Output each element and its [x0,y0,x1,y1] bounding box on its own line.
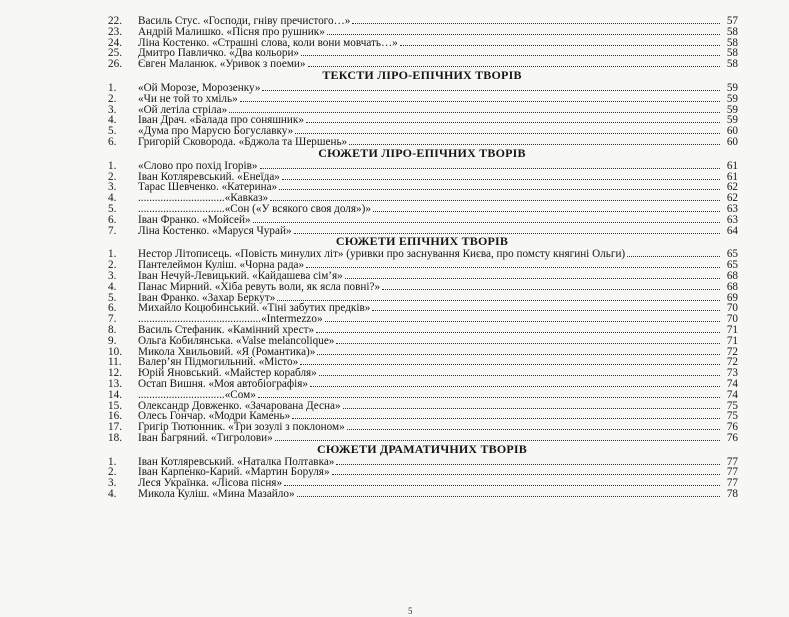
entry-title: Іван Карпенко-Карий. «Мартин Боруля» [138,466,330,479]
entry-title: Дмитро Павличко. «Два кольори» [138,47,300,60]
toc-entry [106,47,738,58]
section-heading: СЮЖЕТИ ЛІРО-ЕПІЧНИХ ТВОРІВ [318,145,526,160]
entry-page-number: 63 [726,213,738,226]
entry-number: 26. [108,58,122,71]
entry-number: 1. [108,248,117,261]
toc-entry [106,259,738,270]
toc-entry [106,389,738,400]
entry-number: 4. [108,192,117,205]
dot-leader [262,82,720,91]
entry-title: Микола Куліш. «Мина Мазайло» [138,488,295,501]
toc-entry [106,466,738,477]
section-heading: ТЕКСТИ ЛІРО-ЕПІЧНИХ ТВОРІВ [322,67,522,82]
entry-title: Іван Багряний. «Тигролови» [138,431,273,444]
dot-leader [345,270,720,279]
entry-number: 11. [108,356,122,369]
dot-leader [301,47,720,56]
entry-title: Остап Вишня. «Моя автобіографія» [138,377,308,390]
toc-entry [106,378,738,389]
dot-leader [372,302,720,311]
toc-entry [106,37,738,48]
dot-leader [382,281,720,290]
dot-leader [306,114,720,123]
dot-leader [336,456,720,465]
entry-page-number: 59 [726,92,738,105]
entry-page-number: 77 [726,466,738,479]
entry-number: 8. [108,323,117,336]
entry-number: 2. [108,259,117,272]
entry-title: Євген Маланюк. «Уривок з поеми» [138,58,306,71]
toc-entry [106,171,738,182]
toc-entry [106,367,738,378]
dot-leader [240,93,720,102]
entry-page-number: 72 [726,345,738,358]
dot-leader [297,488,720,497]
dot-leader [295,125,720,134]
dot-leader [258,389,720,398]
entry-title: Іван Нечуй-Левицький. «Кайдашева сім’я» [138,269,343,282]
entry-title: Нестор Літописець. «Повість минулих літ» (уривки про заснування Києва, про помсту княгині Ольги) [138,248,626,261]
entry-page-number: 71 [726,323,738,336]
entry-page-number: 59 [726,114,738,127]
entry-number: 5. [108,125,117,138]
entry-title: Василь Стефаник. «Камінний хрест» [138,323,315,336]
entry-title: Іван Франко. «Захар Беркут» [138,291,276,304]
entry-page-number: 58 [726,36,738,49]
entry-page-number: 72 [726,356,738,369]
entry-number: 3. [108,477,117,490]
entry-page-number: 61 [726,159,738,172]
entry-page-number: 65 [726,248,738,261]
entry-page-number: 65 [726,259,738,272]
entry-page-number: 57 [726,15,738,27]
entry-page-number: 70 [726,302,738,315]
dot-leader [316,324,720,333]
entry-number: 22. [108,15,122,27]
dot-leader [292,410,720,419]
page-number-footer: 5 [408,606,413,616]
entry-number: 12. [108,367,122,380]
entry-number: 6. [108,135,117,148]
entry-number: 9. [108,334,117,347]
entry-page-number: 73 [726,367,738,380]
toc-entry [106,400,738,411]
toc-entry [106,15,738,26]
entry-number: 3. [108,181,117,194]
entry-number: 2. [108,466,117,479]
entry-page-number: 77 [726,477,738,490]
dot-leader [306,259,720,268]
entry-page-number: 68 [726,269,738,282]
entry-title: Ольга Кобилянська. «Valse melancolique» [138,334,335,347]
entry-title: Ліна Костенко. «Страшні слова, коли вони мовчать…» [138,36,398,49]
toc-entry [106,324,738,335]
entry-number: 4. [108,114,117,127]
dot-leader [277,292,720,301]
entry-page-number: 77 [726,455,738,468]
dot-leader [284,477,720,486]
entry-number: 13. [108,377,122,390]
entry-title: Григорій Сковорода. «Бджола та Шершень» [138,135,348,148]
dot-leader [400,37,720,46]
entry-title: Григір Тютюнник. «Три зозулі з поклоном» [138,421,345,434]
dot-leader [327,26,720,35]
entry-title: «Чи не той то хміль» [138,92,238,105]
entry-number: 6. [108,302,117,315]
toc-entry [106,410,738,421]
dot-leader [325,313,720,322]
dot-leader [319,367,720,376]
entry-number: 3. [108,103,117,116]
toc-entry [106,456,738,467]
toc-entry [106,281,738,292]
entry-page-number: 59 [726,81,738,94]
toc-entry [106,104,738,115]
toc-entry [106,160,738,171]
entry-title: ...............................«Сон («У всякого своя доля»)» [138,202,371,215]
entry-title: «Слово про похід Ігорів» [138,159,258,172]
entry-title: Іван Франко. «Мойсей» [138,213,251,226]
entry-number: 7. [108,224,117,237]
entry-number: 15. [108,399,122,412]
entry-title: ...............................«Сом» [138,388,256,401]
toc-entry [106,26,738,37]
dot-leader [310,378,720,387]
toc-entry [106,248,738,259]
toc-entry [106,214,738,225]
entry-title: Валер’ян Підмогильний. «Місто» [138,356,299,369]
entry-title: «Ой летіла стріла» [138,103,228,116]
entry-number: 3. [108,269,117,282]
entry-page-number: 58 [726,25,738,38]
entry-number: 4. [108,488,117,501]
toc-entry [106,477,738,488]
entry-title: Ліна Костенко. «Маруся Чурай» [138,224,292,237]
entry-page-number: 76 [726,431,738,444]
entry-title: Олесь Гончар. «Модри Камень» [138,410,291,423]
entry-title: «Ой Морозе, Морозенку» [138,81,261,94]
dot-leader [253,214,720,223]
entry-title: Іван Котляревський. «Наталка Полтавка» [138,455,335,468]
dot-leader [627,248,720,257]
entry-number: 10. [108,345,122,358]
toc-entry [106,346,738,357]
dot-leader [275,432,720,441]
toc-entry [106,313,738,324]
entry-title: Олександр Довженко. «Зачарована Десна» [138,399,341,412]
entry-page-number: 74 [726,377,738,390]
entry-page-number: 60 [726,125,738,138]
entry-page-number: 58 [726,58,738,71]
section-heading: СЮЖЕТИ ДРАМАТИЧНИХ ТВОРІВ [316,441,528,456]
dot-leader [349,136,720,145]
entry-page-number: 63 [726,202,738,215]
entry-page-number: 60 [726,135,738,148]
dot-leader [229,104,720,113]
entry-number: 2. [108,92,117,105]
entry-title: ...............................«Кавказ» [138,192,269,205]
entry-number: 24. [108,36,122,49]
entry-page-number: 61 [726,170,738,183]
entry-page-number: 76 [726,421,738,434]
entry-title: Михайло Коцюбинський. «Тіні забутих предків» [138,302,371,315]
entry-title: Іван Драч. «Балада про соняшник» [138,114,304,127]
dot-leader [270,192,720,201]
entry-number: 1. [108,81,117,94]
toc-entry [106,125,738,136]
toc-entry [106,93,738,104]
entry-page-number: 58 [726,47,738,60]
entry-title: Пантелеймон Куліш. «Чорна рада» [138,259,305,272]
toc-entry [106,114,738,125]
entry-title: Панас Мирний. «Хіба ревуть воли, як ясла повні?» [138,280,381,293]
entry-page-number: 75 [726,399,738,412]
dot-leader [373,203,720,212]
entry-number: 6. [108,213,117,226]
entry-number: 14. [108,388,122,401]
dot-leader [352,15,720,24]
toc-entry [106,181,738,192]
entry-number: 5. [108,202,117,215]
entry-number: 7. [108,313,117,326]
toc-entry [106,192,738,203]
dot-leader [347,421,720,430]
toc-entry [106,302,738,313]
entry-title: «Дума про Марусю Богуславку» [138,125,294,138]
entry-page-number: 74 [726,388,738,401]
entry-number: 1. [108,455,117,468]
toc-entry [106,270,738,281]
entry-page-number: 71 [726,334,738,347]
entry-title: Тарас Шевченко. «Катерина» [138,181,278,194]
toc-entry [106,356,738,367]
entry-title: ............................................«Intermezzo» [138,313,323,326]
dot-leader [260,160,720,169]
toc-entry [106,488,738,499]
dot-leader [343,400,720,409]
toc-entry [106,203,738,214]
entry-title: Микола Хвильовий. «Я (Романтика)» [138,345,316,358]
dot-leader [332,466,720,475]
dot-leader [336,335,720,344]
entry-page-number: 69 [726,291,738,304]
section-heading: СЮЖЕТИ ЕПІЧНИХ ТВОРІВ [335,234,509,249]
entry-number: 16. [108,410,122,423]
entry-number: 25. [108,47,122,60]
entry-page-number: 62 [726,181,738,194]
entry-title: Василь Стус. «Господи, гніву пречистого…» [138,15,351,27]
dot-leader [294,225,720,234]
dot-leader [282,171,720,180]
table-of-contents [106,15,738,499]
dot-leader [300,356,720,365]
entry-title: Андрій Малишко. «Пісня про рушник» [138,25,325,38]
entry-number: 23. [108,25,122,38]
entry-number: 5. [108,291,117,304]
toc-entry [106,82,738,93]
toc-entry [106,335,738,346]
entry-page-number: 59 [726,103,738,116]
entry-page-number: 64 [726,224,738,237]
toc-entry [106,292,738,303]
entry-number: 17. [108,421,122,434]
entry-page-number: 68 [726,280,738,293]
entry-page-number: 75 [726,410,738,423]
entry-page-number: 70 [726,313,738,326]
entry-page-number: 78 [726,488,738,501]
entry-number: 2. [108,170,117,183]
toc-entry [106,421,738,432]
entry-number: 1. [108,159,117,172]
entry-title: Леся Українка. «Лісова пісня» [138,477,283,490]
dot-leader [317,346,720,355]
entry-title: Іван Котляревський. «Енеїда» [138,170,280,183]
entry-number: 4. [108,280,117,293]
dot-leader [279,181,720,190]
entry-number: 18. [108,431,122,444]
entry-title: Юрій Яновський. «Майстер корабля» [138,367,317,380]
entry-page-number: 62 [726,192,738,205]
dot-leader [308,58,721,67]
